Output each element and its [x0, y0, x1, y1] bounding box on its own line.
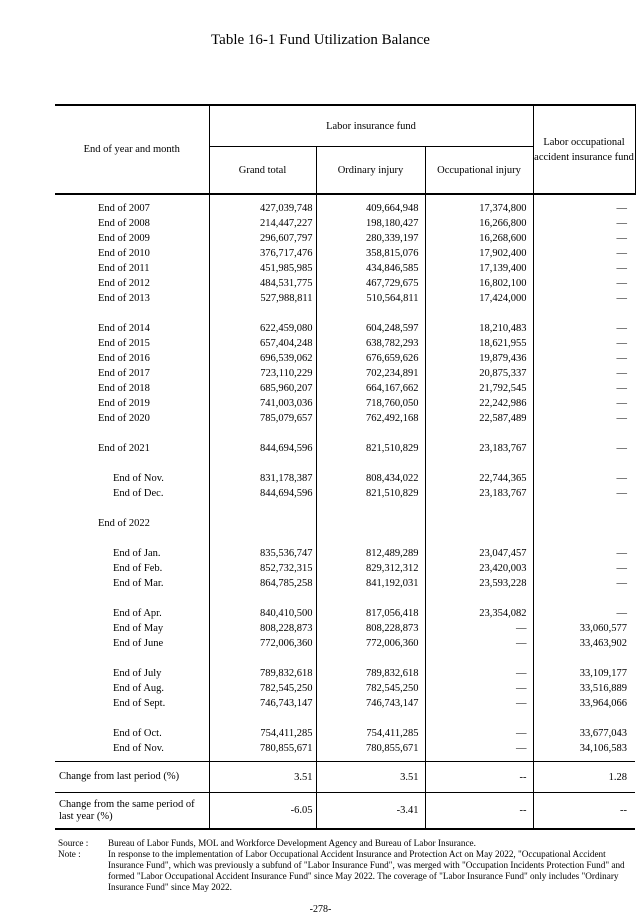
row-label: End of Sept. [113, 698, 166, 709]
grand-total-cell: 741,003,036 [209, 396, 316, 411]
table-row [55, 561, 635, 576]
occupational-accident-fund-cell [533, 516, 635, 531]
occupational-accident-fund-cell: 33,677,043 [533, 726, 635, 741]
table-row [55, 696, 635, 711]
occupational-injury-cell: 22,242,986 [425, 396, 533, 411]
source-key: Source : [58, 838, 89, 848]
occupational-injury-cell: 17,374,800 [425, 201, 533, 216]
grand-total-cell: 296,607,797 [209, 231, 316, 246]
table-row [55, 486, 635, 501]
occupational-injury-cell: 18,621,955 [425, 336, 533, 351]
occupational-injury-cell: 16,266,800 [425, 216, 533, 231]
ordinary-injury-cell: 676,659,626 [316, 351, 425, 366]
header-grand-total: Grand total [209, 147, 316, 195]
spacer-row [55, 456, 635, 471]
ordinary-injury-cell: 829,312,312 [316, 561, 425, 576]
grand-total-cell: 864,785,258 [209, 576, 316, 591]
occupational-accident-fund-cell: — [533, 411, 635, 426]
row-label: End of Nov. [113, 743, 164, 754]
row-label: End of Jan. [113, 548, 161, 559]
occupational-injury-cell: 17,902,400 [425, 246, 533, 261]
ordinary-injury-cell: 434,846,585 [316, 261, 425, 276]
occupational-injury-cell: 19,879,436 [425, 351, 533, 366]
occupational-accident-fund-cell: — [533, 291, 635, 306]
grand-total-cell: 840,410,500 [209, 606, 316, 621]
header-occupational-accident-fund: Labor occupational accident insurance fund [533, 105, 635, 194]
ordinary-injury-cell [316, 516, 425, 531]
occupational-accident-fund-cell: 33,060,577 [533, 621, 635, 636]
table-row [55, 441, 635, 456]
occupational-injury-cell: — [425, 741, 533, 756]
grand-total-cell: 754,411,285 [209, 726, 316, 741]
table-row [55, 291, 635, 306]
row-label: End of 2019 [98, 398, 150, 409]
table-row [55, 276, 635, 291]
occupational-injury-cell: 16,802,100 [425, 276, 533, 291]
row-label: End of 2020 [98, 413, 150, 424]
occupational-injury-cell: 20,875,337 [425, 366, 533, 381]
row-label: End of Mar. [113, 578, 164, 589]
occupational-accident-fund-cell: — [533, 381, 635, 396]
grand-total-cell: 782,545,250 [209, 681, 316, 696]
fund-balance-table [55, 104, 636, 830]
ordinary-injury-cell: 409,664,948 [316, 201, 425, 216]
ordinary-injury-cell: 198,180,427 [316, 216, 425, 231]
occupational-accident-fund-cell: 33,516,889 [533, 681, 635, 696]
table-row [55, 336, 635, 351]
spacer-row [55, 306, 635, 321]
note [58, 849, 638, 893]
ordinary-injury-cell: 510,564,811 [316, 291, 425, 306]
footnotes [58, 838, 638, 893]
occupational-accident-fund-cell: 33,964,066 [533, 696, 635, 711]
grand-total-cell: 214,447,227 [209, 216, 316, 231]
occupational-injury-cell: -- [425, 793, 533, 830]
occupational-accident-fund-cell: — [533, 471, 635, 486]
ordinary-injury-cell: 3.51 [316, 762, 425, 793]
grand-total-cell: 785,079,657 [209, 411, 316, 426]
ordinary-injury-cell: 702,234,891 [316, 366, 425, 381]
row-label: End of 2021 [98, 443, 150, 454]
table-row [55, 201, 635, 216]
table-row [55, 726, 635, 741]
grand-total-cell: 852,732,315 [209, 561, 316, 576]
occupational-accident-fund-cell: — [533, 276, 635, 291]
row-label: End of 2008 [98, 218, 150, 229]
grand-total-cell: 685,960,207 [209, 381, 316, 396]
ordinary-injury-cell: 789,832,618 [316, 666, 425, 681]
grand-total-cell: 427,039,748 [209, 201, 316, 216]
table-row [55, 681, 635, 696]
occupational-injury-cell: — [425, 726, 533, 741]
occupational-injury-cell: -- [425, 762, 533, 793]
occupational-accident-fund-cell: — [533, 396, 635, 411]
occupational-injury-cell: 17,424,000 [425, 291, 533, 306]
row-label: End of 2017 [98, 368, 150, 379]
summary-row [55, 793, 635, 830]
occupational-accident-fund-cell: — [533, 231, 635, 246]
row-label: End of 2016 [98, 353, 150, 364]
occupational-injury-cell: 17,139,400 [425, 261, 533, 276]
occupational-injury-cell: 23,183,767 [425, 441, 533, 456]
grand-total-cell: 657,404,248 [209, 336, 316, 351]
note-text: In response to the implementation of Labor Occupational Accident Insurance and Protection Act on May 2022, "Occupational Accident Insurance Fund", which was previously a subfund of "Labor Insurance Fund", was merged with "Occupation Incidents Protection Fund" and formed "Labor Occupational Accident Insurance Fund" since May 2022. The coverage of "Labor Insurance Fund" only includes "Ordinary Insurance Fund" since May 2022. [108, 849, 625, 892]
summary-label: Change from last period (%) [55, 762, 209, 793]
note-key: Note : [58, 849, 81, 859]
table-row [55, 606, 635, 621]
ordinary-injury-cell: 467,729,675 [316, 276, 425, 291]
grand-total-cell: 723,110,229 [209, 366, 316, 381]
ordinary-injury-cell: 754,411,285 [316, 726, 425, 741]
ordinary-injury-cell: 762,492,168 [316, 411, 425, 426]
spacer-row [55, 426, 635, 441]
table-row [55, 741, 635, 756]
grand-total-cell: 746,743,147 [209, 696, 316, 711]
header-row-label: End of year and month [55, 105, 209, 194]
occupational-accident-fund-cell: -- [533, 793, 635, 830]
ordinary-injury-cell: 280,339,197 [316, 231, 425, 246]
occupational-injury-cell: — [425, 636, 533, 651]
occupational-accident-fund-cell: — [533, 321, 635, 336]
ordinary-injury-cell: 817,056,418 [316, 606, 425, 621]
occupational-injury-cell: 23,420,003 [425, 561, 533, 576]
table-row [55, 636, 635, 651]
row-label: End of 2013 [98, 293, 150, 304]
occupational-accident-fund-cell: — [533, 336, 635, 351]
table-row [55, 216, 635, 231]
spacer-row [55, 531, 635, 546]
grand-total-cell: 376,717,476 [209, 246, 316, 261]
occupational-accident-fund-cell: — [533, 561, 635, 576]
occupational-injury-cell: — [425, 696, 533, 711]
occupational-injury-cell: 23,354,082 [425, 606, 533, 621]
spacer-row [55, 501, 635, 516]
table-row [55, 396, 635, 411]
summary-label: Change from the same period of last year (%) [55, 793, 209, 830]
row-label: End of Apr. [113, 608, 162, 619]
table-body [55, 194, 635, 829]
table-row [55, 621, 635, 636]
occupational-accident-fund-cell: — [533, 246, 635, 261]
table-row [55, 366, 635, 381]
ordinary-injury-cell: 780,855,671 [316, 741, 425, 756]
occupational-injury-cell: 22,744,365 [425, 471, 533, 486]
grand-total-cell: 789,832,618 [209, 666, 316, 681]
occupational-injury-cell: — [425, 621, 533, 636]
grand-total-cell: 808,228,873 [209, 621, 316, 636]
occupational-injury-cell: — [425, 666, 533, 681]
row-label: End of 2022 [98, 518, 150, 529]
grand-total-cell: 780,855,671 [209, 741, 316, 756]
ordinary-injury-cell: 746,743,147 [316, 696, 425, 711]
table-row [55, 321, 635, 336]
table-row [55, 516, 635, 531]
ordinary-injury-cell: 664,167,662 [316, 381, 425, 396]
occupational-injury-cell: 23,183,767 [425, 486, 533, 501]
occupational-accident-fund-cell: 1.28 [533, 762, 635, 793]
spacer-row [55, 591, 635, 606]
table-row [55, 666, 635, 681]
occupational-injury-cell: 23,593,228 [425, 576, 533, 591]
row-label: End of June [113, 638, 164, 649]
grand-total-cell: 844,694,596 [209, 486, 316, 501]
header-occupational-injury: Occupational injury [425, 147, 533, 195]
ordinary-injury-cell: 782,545,250 [316, 681, 425, 696]
row-label: End of 2015 [98, 338, 150, 349]
occupational-injury-cell: — [425, 681, 533, 696]
table-row [55, 351, 635, 366]
grand-total-cell: 451,985,985 [209, 261, 316, 276]
occupational-accident-fund-cell: 33,109,177 [533, 666, 635, 681]
grand-total-cell: 484,531,775 [209, 276, 316, 291]
row-label: End of Oct. [113, 728, 162, 739]
ordinary-injury-cell: 841,192,031 [316, 576, 425, 591]
ordinary-injury-cell: 808,434,022 [316, 471, 425, 486]
table-row [55, 381, 635, 396]
occupational-accident-fund-cell: — [533, 201, 635, 216]
page-number: -278- [309, 904, 332, 915]
row-label: End of Dec. [113, 488, 164, 499]
grand-total-cell: 844,694,596 [209, 441, 316, 456]
occupational-accident-fund-cell: — [533, 366, 635, 381]
header-ordinary-injury: Ordinary injury [316, 147, 425, 195]
occupational-injury-cell: 18,210,483 [425, 321, 533, 336]
ordinary-injury-cell: 638,782,293 [316, 336, 425, 351]
spacer-row [55, 194, 635, 201]
row-label: End of May [113, 623, 164, 634]
table-row [55, 546, 635, 561]
grand-total-cell: 696,539,062 [209, 351, 316, 366]
spacer-row [55, 711, 635, 726]
occupational-accident-fund-cell: — [533, 546, 635, 561]
table-row [55, 246, 635, 261]
row-label: End of 2007 [98, 203, 150, 214]
occupational-accident-fund-cell: — [533, 606, 635, 621]
table-row [55, 231, 635, 246]
ordinary-injury-cell: 772,006,360 [316, 636, 425, 651]
ordinary-injury-cell: 358,815,076 [316, 246, 425, 261]
table-row [55, 576, 635, 591]
grand-total-cell [209, 516, 316, 531]
occupational-accident-fund-cell: — [533, 486, 635, 501]
table-row [55, 411, 635, 426]
ordinary-injury-cell: 812,489,289 [316, 546, 425, 561]
occupational-accident-fund-cell: — [533, 351, 635, 366]
grand-total-cell: 831,178,387 [209, 471, 316, 486]
table-row [55, 471, 635, 486]
occupational-accident-fund-cell: — [533, 576, 635, 591]
occupational-injury-cell: 21,792,545 [425, 381, 533, 396]
grand-total-cell: -6.05 [209, 793, 316, 830]
ordinary-injury-cell: 604,248,597 [316, 321, 425, 336]
row-label: End of 2014 [98, 323, 150, 334]
occupational-accident-fund-cell: — [533, 441, 635, 456]
ordinary-injury-cell: 718,760,050 [316, 396, 425, 411]
row-label: End of 2018 [98, 383, 150, 394]
row-label: End of July [113, 668, 162, 679]
occupational-injury-cell: 23,047,457 [425, 546, 533, 561]
row-label: End of 2011 [98, 263, 150, 274]
grand-total-cell: 527,988,811 [209, 291, 316, 306]
grand-total-cell: 622,459,080 [209, 321, 316, 336]
summary-row [55, 762, 635, 793]
occupational-injury-cell: 16,268,600 [425, 231, 533, 246]
grand-total-cell: 772,006,360 [209, 636, 316, 651]
ordinary-injury-cell: 821,510,829 [316, 486, 425, 501]
row-label: End of Nov. [113, 473, 164, 484]
header-labor-insurance-fund: Labor insurance fund [209, 105, 533, 147]
occupational-accident-fund-cell: — [533, 261, 635, 276]
row-label: End of Feb. [113, 563, 163, 574]
source-text: Bureau of Labor Funds, MOL and Workforce Development Agency and Bureau of Labor Insurance. [108, 838, 476, 848]
occupational-injury-cell [425, 516, 533, 531]
table-row [55, 261, 635, 276]
occupational-accident-fund-cell: 33,463,902 [533, 636, 635, 651]
page-title: Table 16-1 Fund Utilization Balance [211, 32, 430, 48]
ordinary-injury-cell: 821,510,829 [316, 441, 425, 456]
row-label: End of 2009 [98, 233, 150, 244]
occupational-injury-cell: 22,587,489 [425, 411, 533, 426]
row-label: End of 2010 [98, 248, 150, 259]
grand-total-cell: 3.51 [209, 762, 316, 793]
row-label: End of Aug. [113, 683, 165, 694]
occupational-accident-fund-cell: 34,106,583 [533, 741, 635, 756]
ordinary-injury-cell: 808,228,873 [316, 621, 425, 636]
grand-total-cell: 835,536,747 [209, 546, 316, 561]
occupational-accident-fund-cell: — [533, 216, 635, 231]
row-label: End of 2012 [98, 278, 150, 289]
ordinary-injury-cell: -3.41 [316, 793, 425, 830]
spacer-row [55, 651, 635, 666]
source-note [58, 838, 638, 849]
